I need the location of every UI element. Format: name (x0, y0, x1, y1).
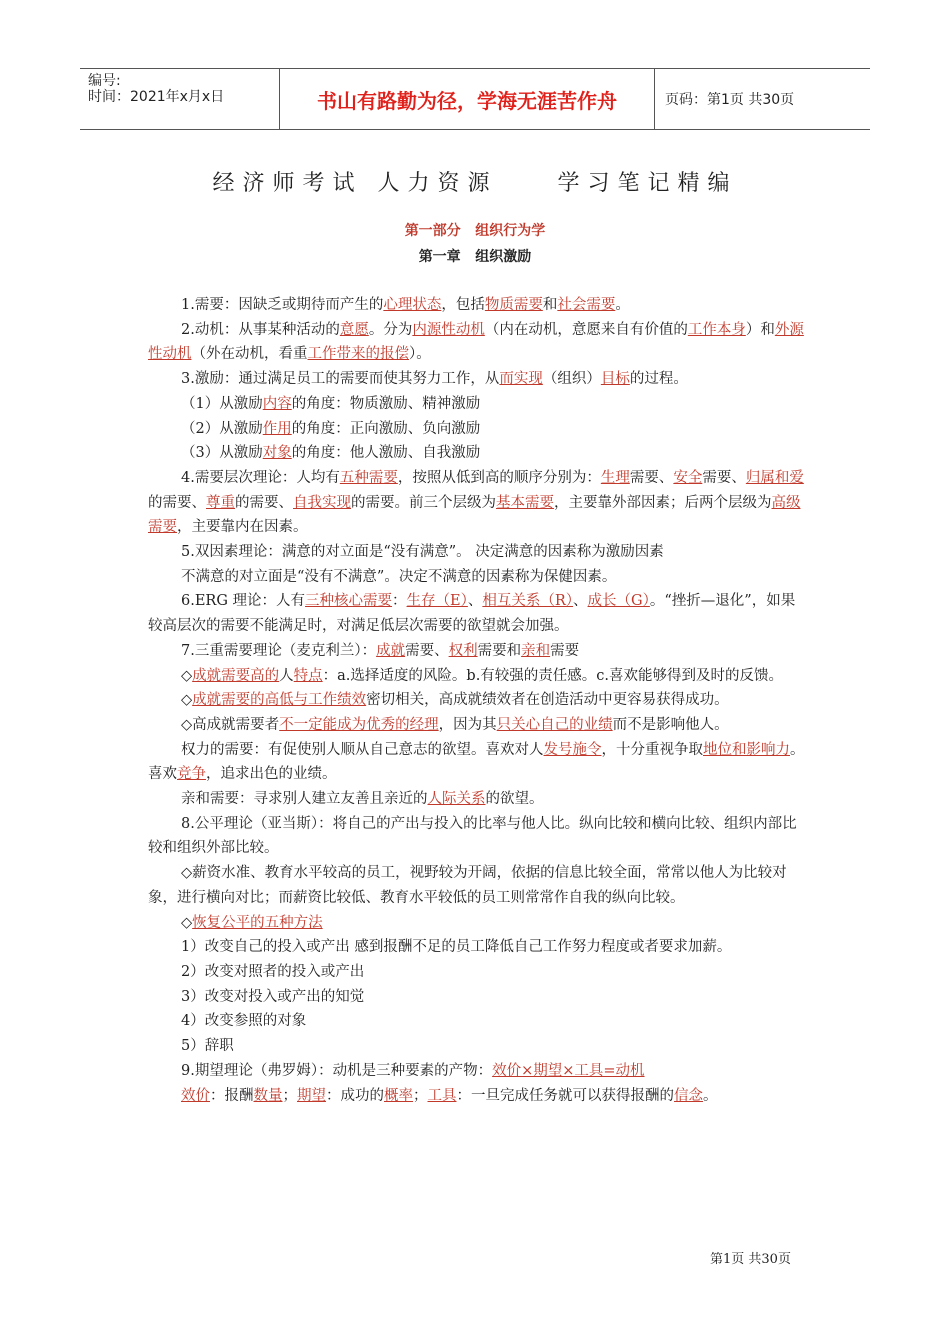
text-segment: 。 (615, 297, 630, 313)
key-term: 生理 (600, 469, 630, 486)
text-segment: 。“挫折—退化”，如果较高层次的需要不能满足时，对满足低层次需要的欲望就会加强。 (148, 593, 796, 635)
text-segment: ◇ (181, 667, 193, 684)
key-term: 五种需要 (339, 469, 398, 486)
text-segment: 2）改变对照者的投入或产出 (181, 963, 365, 980)
header-page-info: 页码：第1页 共30页 (665, 92, 795, 108)
text-segment: ◇ (181, 914, 193, 931)
text-segment: ，按照从低到高的顺序分别为： (397, 469, 601, 486)
doc-time-label: 时间：2021年x月x日 (88, 89, 225, 105)
key-term: 社会需要 (557, 297, 616, 313)
page-header (80, 68, 870, 130)
note-paragraph (148, 787, 808, 812)
text-segment: ◇薪资水准、教育水平较高的员工，视野较为开阔，依据的信息比较全面，常常以他人为比较对象，进行横向对比；而薪资比较低、教育水平较低的员工则常常作自我的纵向比较。 (148, 865, 787, 906)
text-segment: 6.ERG 理论：人有 (181, 593, 306, 610)
note-paragraph (148, 911, 808, 936)
text-segment: 和 (542, 297, 558, 313)
note-paragraph (148, 812, 808, 861)
key-term: 权利 (448, 642, 478, 659)
page-footer: 第1页 共30页 (710, 1252, 791, 1267)
key-term: 概率 (384, 1087, 413, 1104)
text-segment: ，十分重视争取 (601, 741, 703, 758)
key-term: 内源性动机 (412, 321, 485, 338)
text-segment: 。分为 (368, 321, 413, 338)
key-term: 恢复公平的五种方法 (192, 914, 323, 931)
key-term: 工作本身 (687, 321, 746, 338)
key-term: 基本需要 (496, 494, 554, 511)
text-segment: 而不是影响他人。 (612, 716, 729, 733)
key-term: 亲和 (521, 642, 551, 659)
key-term: 尊重 (206, 494, 235, 511)
text-segment: 1）改变自己的投入或产出 感到报酬不足的员工降低自己工作努力程度或者要求加薪。 (181, 939, 732, 956)
text-segment: 5）辞职 (181, 1038, 234, 1055)
key-term: 效价×期望×工具=动机 (492, 1062, 645, 1079)
key-term: 成就 (376, 642, 406, 659)
text-segment: 2.动机：从事某种活动的 (181, 321, 340, 338)
text-segment: ； (282, 1087, 297, 1104)
text-segment: 、 (467, 593, 483, 610)
key-term: 内容 (262, 395, 292, 412)
key-term: 效价 (181, 1087, 210, 1104)
text-segment: 权力的需要：有促使别人顺从自己意志的欲望。喜欢对人 (181, 741, 544, 758)
note-paragraph (148, 664, 808, 689)
text-segment: 的角度：他人激励、自我激励 (291, 445, 481, 462)
key-term: 作用 (262, 420, 292, 437)
note-paragraph (148, 861, 808, 910)
part-title: 第一部分 组织行为学 (404, 223, 546, 239)
text-segment: 3）改变对投入或产出的知觉 (181, 988, 365, 1005)
text-segment: 的过程。 (629, 371, 688, 388)
text-segment: 4）改变参照的对象 (181, 1013, 307, 1030)
text-segment: ，追求出色的业绩。 (206, 766, 337, 783)
key-term: 地位和影响力 (703, 741, 790, 758)
key-term: 成长（G） (587, 593, 650, 610)
key-term: 而实现 (499, 371, 543, 388)
note-paragraph (148, 1084, 808, 1109)
key-term: 外源性动机 (148, 321, 804, 363)
note-paragraph (148, 713, 808, 738)
text-segment: 的需要、 (148, 494, 206, 511)
key-term: 工具 (427, 1087, 457, 1104)
text-segment: 。喜欢 (148, 741, 805, 783)
note-paragraph (148, 589, 808, 638)
key-term: 只关心自己的业绩 (496, 716, 613, 733)
text-segment: ，因为其 (438, 716, 497, 733)
note-paragraph (148, 417, 808, 442)
text-segment: 的角度：物质激励、精神激励 (291, 395, 481, 412)
text-segment: ； (413, 1087, 428, 1104)
note-paragraph (148, 392, 808, 417)
doc-number-label: 编号: (88, 73, 121, 89)
note-paragraph (148, 935, 808, 960)
text-segment: 4.需要层次理论：人均有 (181, 469, 340, 486)
key-term: 人际关系 (427, 791, 486, 808)
text-segment: 5.双因素理论：满意的对立面是“没有满意”。 决定满意的因素称为激励因素 (181, 544, 664, 561)
note-paragraph (148, 318, 808, 367)
text-segment: 需要、 (702, 469, 746, 486)
text-segment: 。 (703, 1087, 718, 1104)
notes-body (148, 293, 808, 1108)
key-term: 数量 (253, 1087, 283, 1104)
note-paragraph (148, 738, 808, 787)
note-paragraph (148, 688, 808, 713)
key-term: 归属和爱 (745, 469, 804, 486)
text-segment: ： (392, 593, 407, 610)
text-segment: ，主要靠外部因素；后两个层级为 (554, 494, 772, 511)
text-segment: 的角度：正向激励、负向激励 (291, 420, 481, 437)
text-segment: ，包括 (441, 297, 485, 313)
key-term: 信念 (674, 1087, 703, 1104)
text-segment: （内在动机，意愿来自有价值的 (484, 321, 688, 338)
text-segment: 密切相关，高成就绩效者在创造活动中更容易获得成功。 (366, 692, 729, 709)
text-segment: 8.公平理论（亚当斯）：将自己的产出与投入的比率与他人比。纵向比较和横向比较、组织内部比较和组织外部比较。 (148, 815, 797, 857)
text-segment: 人 (279, 667, 294, 684)
note-paragraph (148, 293, 808, 318)
key-term: 成就需要高的 (192, 667, 280, 684)
chapter-title: 第一章 组织激励 (418, 249, 532, 265)
text-segment: （1）从激励 (181, 395, 263, 412)
key-term: 对象 (262, 445, 292, 462)
note-paragraph (148, 540, 808, 565)
key-term: 相互关系（R） (482, 593, 574, 610)
key-term: 生存（E） (406, 593, 468, 610)
note-paragraph (148, 367, 808, 392)
note-paragraph (148, 1034, 808, 1059)
key-term: 特点 (293, 667, 323, 684)
note-paragraph (148, 639, 808, 664)
key-term: 物质需要 (484, 297, 543, 313)
key-term: 不一定能成为优秀的经理 (279, 716, 439, 733)
text-segment: 的需要、 (235, 494, 293, 511)
key-term: 目标 (600, 371, 630, 388)
text-segment: ：一旦完成任务就可以获得报酬的 (456, 1087, 674, 1104)
key-term: 发号施令 (543, 741, 602, 758)
text-segment: 的需要。前三个层级为 (351, 494, 496, 511)
key-term: 高级需要 (148, 494, 801, 536)
text-segment: ，主要靠内在因素。 (177, 519, 308, 536)
text-segment: （外在动机，看重 (191, 346, 308, 363)
text-segment: （2）从激励 (181, 420, 263, 437)
text-segment: 9.期望理论（弗罗姆）：动机是三种要素的产物： (181, 1062, 493, 1079)
text-segment: ）。 (409, 346, 431, 363)
text-segment: 的欲望。 (485, 791, 544, 808)
text-segment: 需要和 (477, 642, 522, 659)
text-segment: 需要、 (405, 642, 449, 659)
header-meta (80, 69, 280, 129)
text-segment: ）和 (745, 321, 775, 338)
note-paragraph (148, 960, 808, 985)
note-paragraph (148, 985, 808, 1010)
text-segment: ◇高成就需要者 (181, 716, 280, 733)
text-segment: ：报酬 (210, 1087, 254, 1104)
text-segment: ：成功的 (326, 1087, 384, 1104)
key-term: 竞争 (177, 766, 206, 783)
text-segment: ◇ (181, 692, 193, 709)
text-segment: 需要 (550, 642, 580, 659)
note-paragraph (148, 441, 808, 466)
note-paragraph (148, 1059, 808, 1084)
text-segment: （组织） (542, 371, 601, 388)
text-segment: 7.三重需要理论（麦克利兰）： (181, 642, 377, 659)
key-term: 成就需要的高低与工作绩效 (192, 692, 367, 709)
key-term: 意愿 (339, 321, 369, 338)
note-paragraph (148, 1009, 808, 1034)
text-segment: 、 (573, 593, 588, 610)
key-term: 期望 (297, 1087, 326, 1104)
text-segment: 亲和需要：寻求别人建立友善且亲近的 (181, 791, 428, 808)
document-title: 经济师考试 人力资源 学习笔记精编 (212, 171, 738, 196)
text-segment: （3）从激励 (181, 445, 263, 462)
header-motto: 书山有路勤为径，学海无涯苦作舟 (280, 69, 655, 129)
note-paragraph (148, 466, 808, 540)
text-segment: 需要、 (629, 469, 674, 486)
key-term: 心理状态 (383, 297, 442, 313)
text-segment: 不满意的对立面是“没有不满意”。决定不满意的因素称为保健因素。 (181, 568, 617, 585)
text-segment: 3.激励：通过满足员工的需要而使其努力工作，从 (181, 371, 500, 388)
key-term: 工作带来的报偿 (307, 346, 409, 363)
note-paragraph (148, 565, 808, 590)
text-segment: ：a.选择适度的风险。b.有较强的责任感。c.喜欢能够得到及时的反馈。 (322, 667, 784, 684)
key-term: 三种核心需要 (305, 593, 393, 610)
text-segment: 1.需要：因缺乏或期待而产生的 (181, 297, 384, 313)
key-term: 安全 (673, 469, 703, 486)
key-term: 自我实现 (293, 494, 351, 511)
